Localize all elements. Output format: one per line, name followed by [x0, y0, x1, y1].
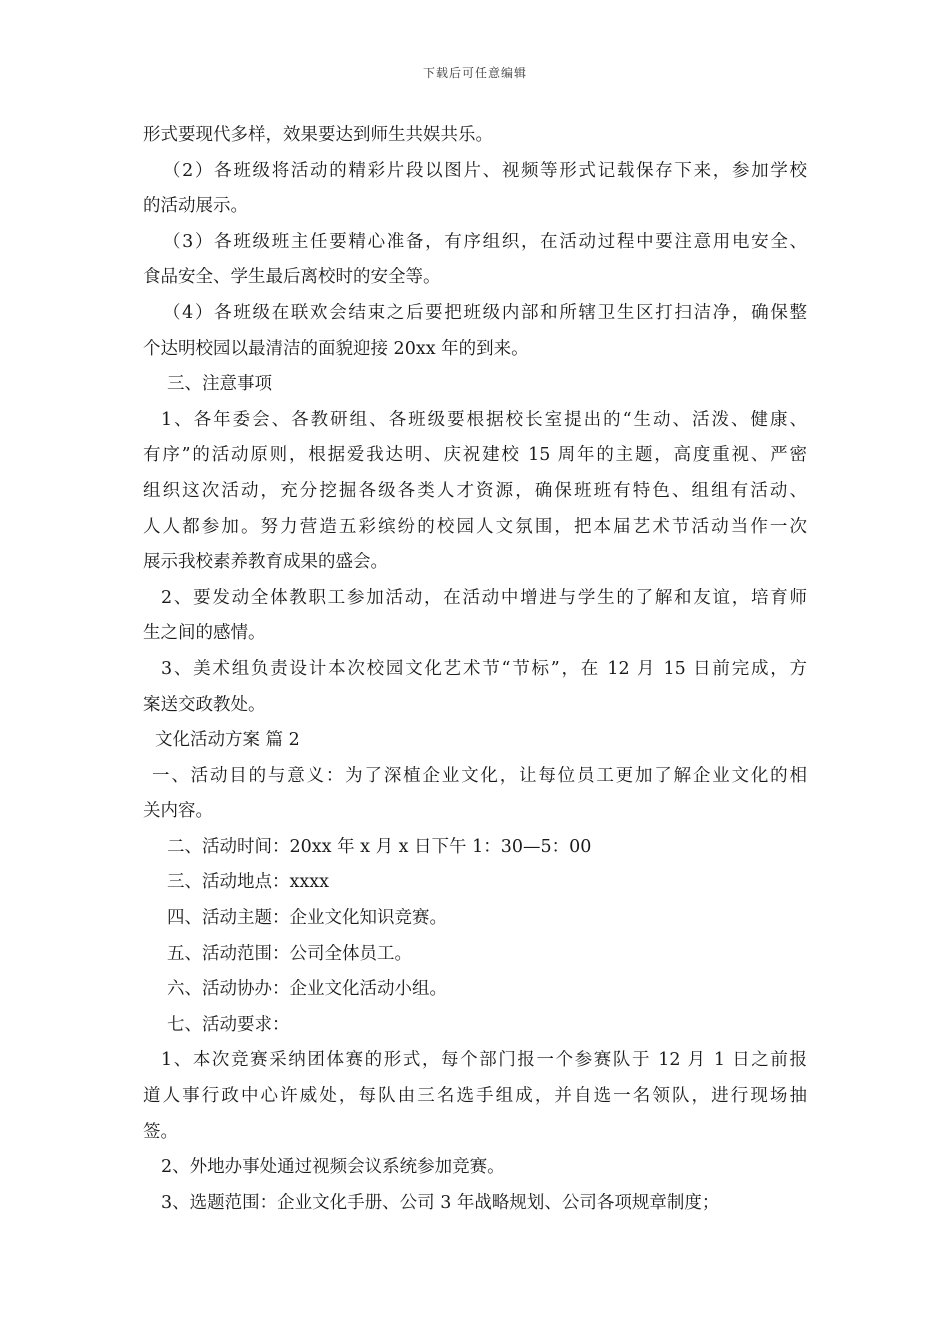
paragraph-line: （4）各班级在联欢会结束之后要把班级内部和所辖卫生区打扫洁净，确保整 [163, 302, 807, 323]
section-heading: 三、注意事项 [167, 374, 272, 395]
paragraph-line: （3）各班级班主任要精心准备，有序组织，在活动过程中要注意用电安全、 [163, 231, 807, 252]
paragraph-line: 1、各年委会、各教研组、各班级要根据校长室提出的“生动、活泼、健康、 [161, 409, 807, 430]
paragraph-line: 人人都参加。努力营造五彩缤纷的校园人文氛围，把本届艺术节活动当作一次 [143, 516, 807, 537]
paragraph-line: 的活动展示。 [143, 196, 248, 217]
paragraph-line: 3、美术组负责设计本次校园文化艺术节“节标”，在 12 月 15 日前完成，方 [161, 658, 807, 679]
paragraph-line: 食品安全、学生最后离校时的安全等。 [143, 267, 441, 288]
paragraph-line: 组织这次活动，充分挖掘各级各类人才资源，确保班班有特色、组组有活动、 [143, 480, 807, 501]
paragraph-line: 一、活动目的与意义：为了深植企业文化，让每位员工更加了解企业文化的相 [152, 765, 807, 786]
paragraph-line: 3、选题范围：企业文化手册、公司 3 年战略规划、公司各项规章制度； [161, 1192, 720, 1213]
paragraph-line: 案送交政教处。 [143, 694, 266, 715]
paragraph-line: 二、活动时间：20xx 年 x 月 x 日下午 1：30—5：00 [167, 836, 592, 857]
paragraph-line: 六、活动协办：企业文化活动小组。 [167, 979, 447, 1000]
document-body [143, 118, 807, 1221]
paragraph-line: 2、要发动全体教职工参加活动，在活动中增进与学生的了解和友谊，培育师 [161, 587, 807, 608]
section-title: 文化活动方案 篇 2 [155, 730, 300, 751]
paragraph-line: 形式要现代多样，效果要达到师生共娱共乐。 [143, 125, 493, 145]
paragraph-line: 四、活动主题：企业文化知识竞赛。 [167, 908, 447, 929]
paragraph-line: 展示我校素养教育成果的盛会。 [143, 552, 388, 573]
paragraph-line: 三、活动地点：xxxx [167, 872, 329, 893]
paragraph-line: （2）各班级将活动的精彩片段以图片、视频等形式记载保存下来，参加学校 [163, 160, 807, 181]
paragraph-line: 五、活动范围：公司全体员工。 [167, 943, 412, 964]
paragraph-line: 有序”的活动原则，根据爱我达明、庆祝建校 15 周年的主题，高度重视、严密 [143, 445, 807, 466]
paragraph-line: 个达明校园以最清洁的面貌迎接 20xx 年的到来。 [143, 338, 529, 359]
section-heading: 七、活动要求： [167, 1014, 290, 1035]
paragraph-line: 关内容。 [143, 801, 213, 822]
paragraph-line: 1、本次竞赛采纳团体赛的形式，每个部门报一个参赛队于 12 月 1 日之前报 [161, 1050, 807, 1071]
paragraph-line: 签。 [143, 1121, 178, 1142]
paragraph-line: 2、外地办事处通过视频会议系统参加竞赛。 [161, 1157, 505, 1178]
page-header: 下载后可任意编辑 [422, 66, 527, 80]
paragraph-line: 道人事行政中心许威处，每队由三名选手组成，并自选一名领队，进行现场抽 [143, 1086, 807, 1107]
paragraph-line: 生之间的感情。 [143, 623, 266, 644]
